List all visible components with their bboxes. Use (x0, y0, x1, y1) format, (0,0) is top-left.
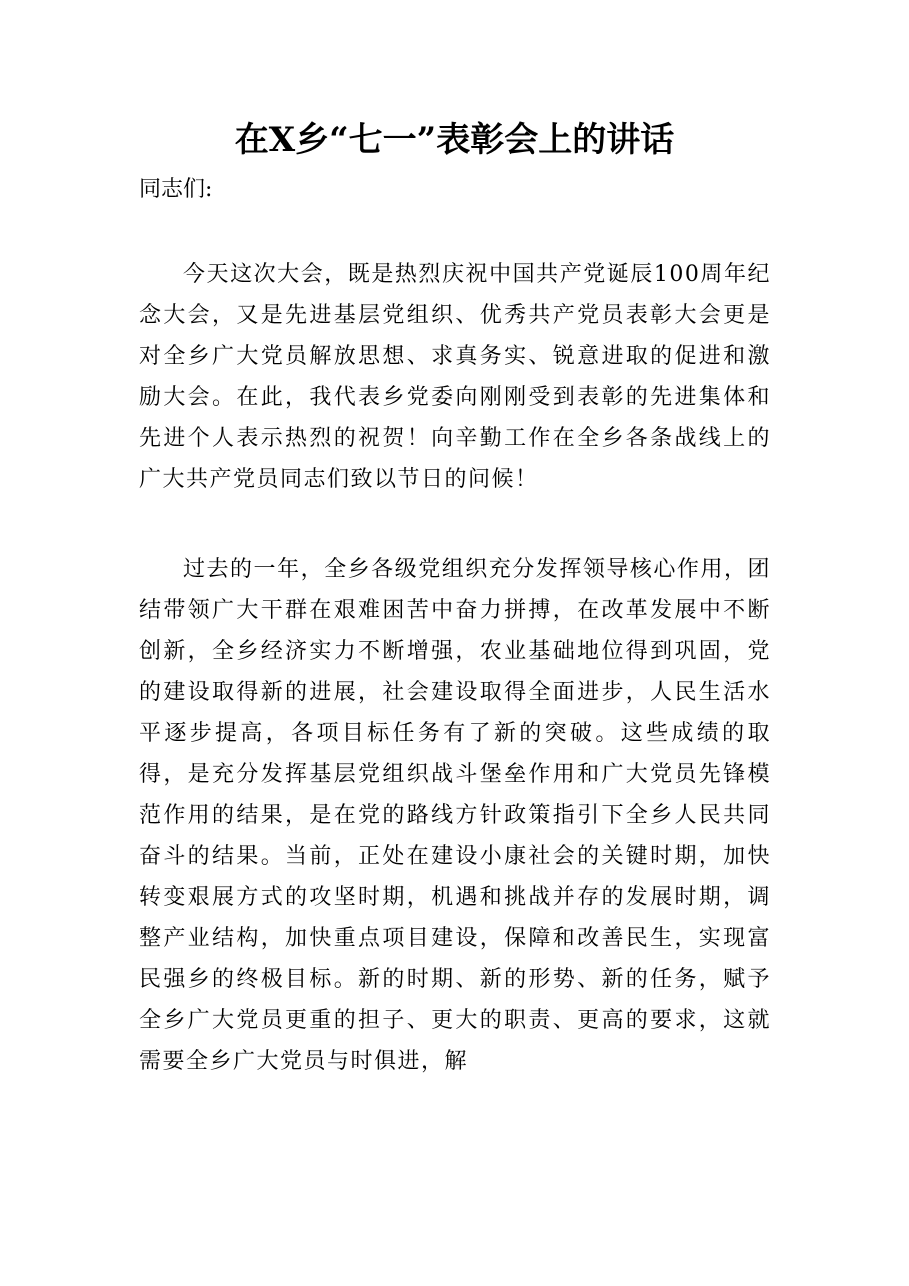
body-paragraph-1: 今天这次大会，既是热烈庆祝中国共产党诞辰100周年纪念大会，又是先进基层党组织、优秀共产党员表彰大会更是对全乡广大党员解放思想、求真务实、锐意进取的促进和激励大会。在此，我代表乡党委向刚刚受到表彰的先进集体和先进个人表示热烈的祝贺！向辛勤工作在全乡各条战线上的广大共产党员同志们致以节日的问候！ (139, 262, 771, 492)
salutation: 同志们: (139, 177, 213, 202)
body-paragraph-2: 过去的一年，全乡各级党组织充分发挥领导核心作用，团结带领广大干群在艰难困苦中奋力拼搏，在改革发展中不断创新，全乡经济实力不断增强，农业基础地位得到巩固，党的建设取得新的进展，社会建设取得全面进步，人民生活水平逐步提高，各项目标任务有了新的突破。这些成绩的取得，是充分发挥基层党组织战斗堡垒作用和广大党员先锋模范作用的结果，是在党的路线方针政策指引下全乡人民共同奋斗的结果。当前，正处在建设小康社会的关键时期，加快转变艰展方式的攻坚时期，机遇和挑战并存的发展时期，调整产业结构，加快重点项目建设，保障和改善民生，实现富民强乡的终极目标。新的时期、新的形势、新的任务，赋予全乡广大党员更重的担子、更大的职责、更高的要求，这就需要全乡广大党员与时俱进，解 (139, 557, 771, 1074)
document-title: 在X乡“七一”表彰会上的讲话 (234, 120, 675, 160)
